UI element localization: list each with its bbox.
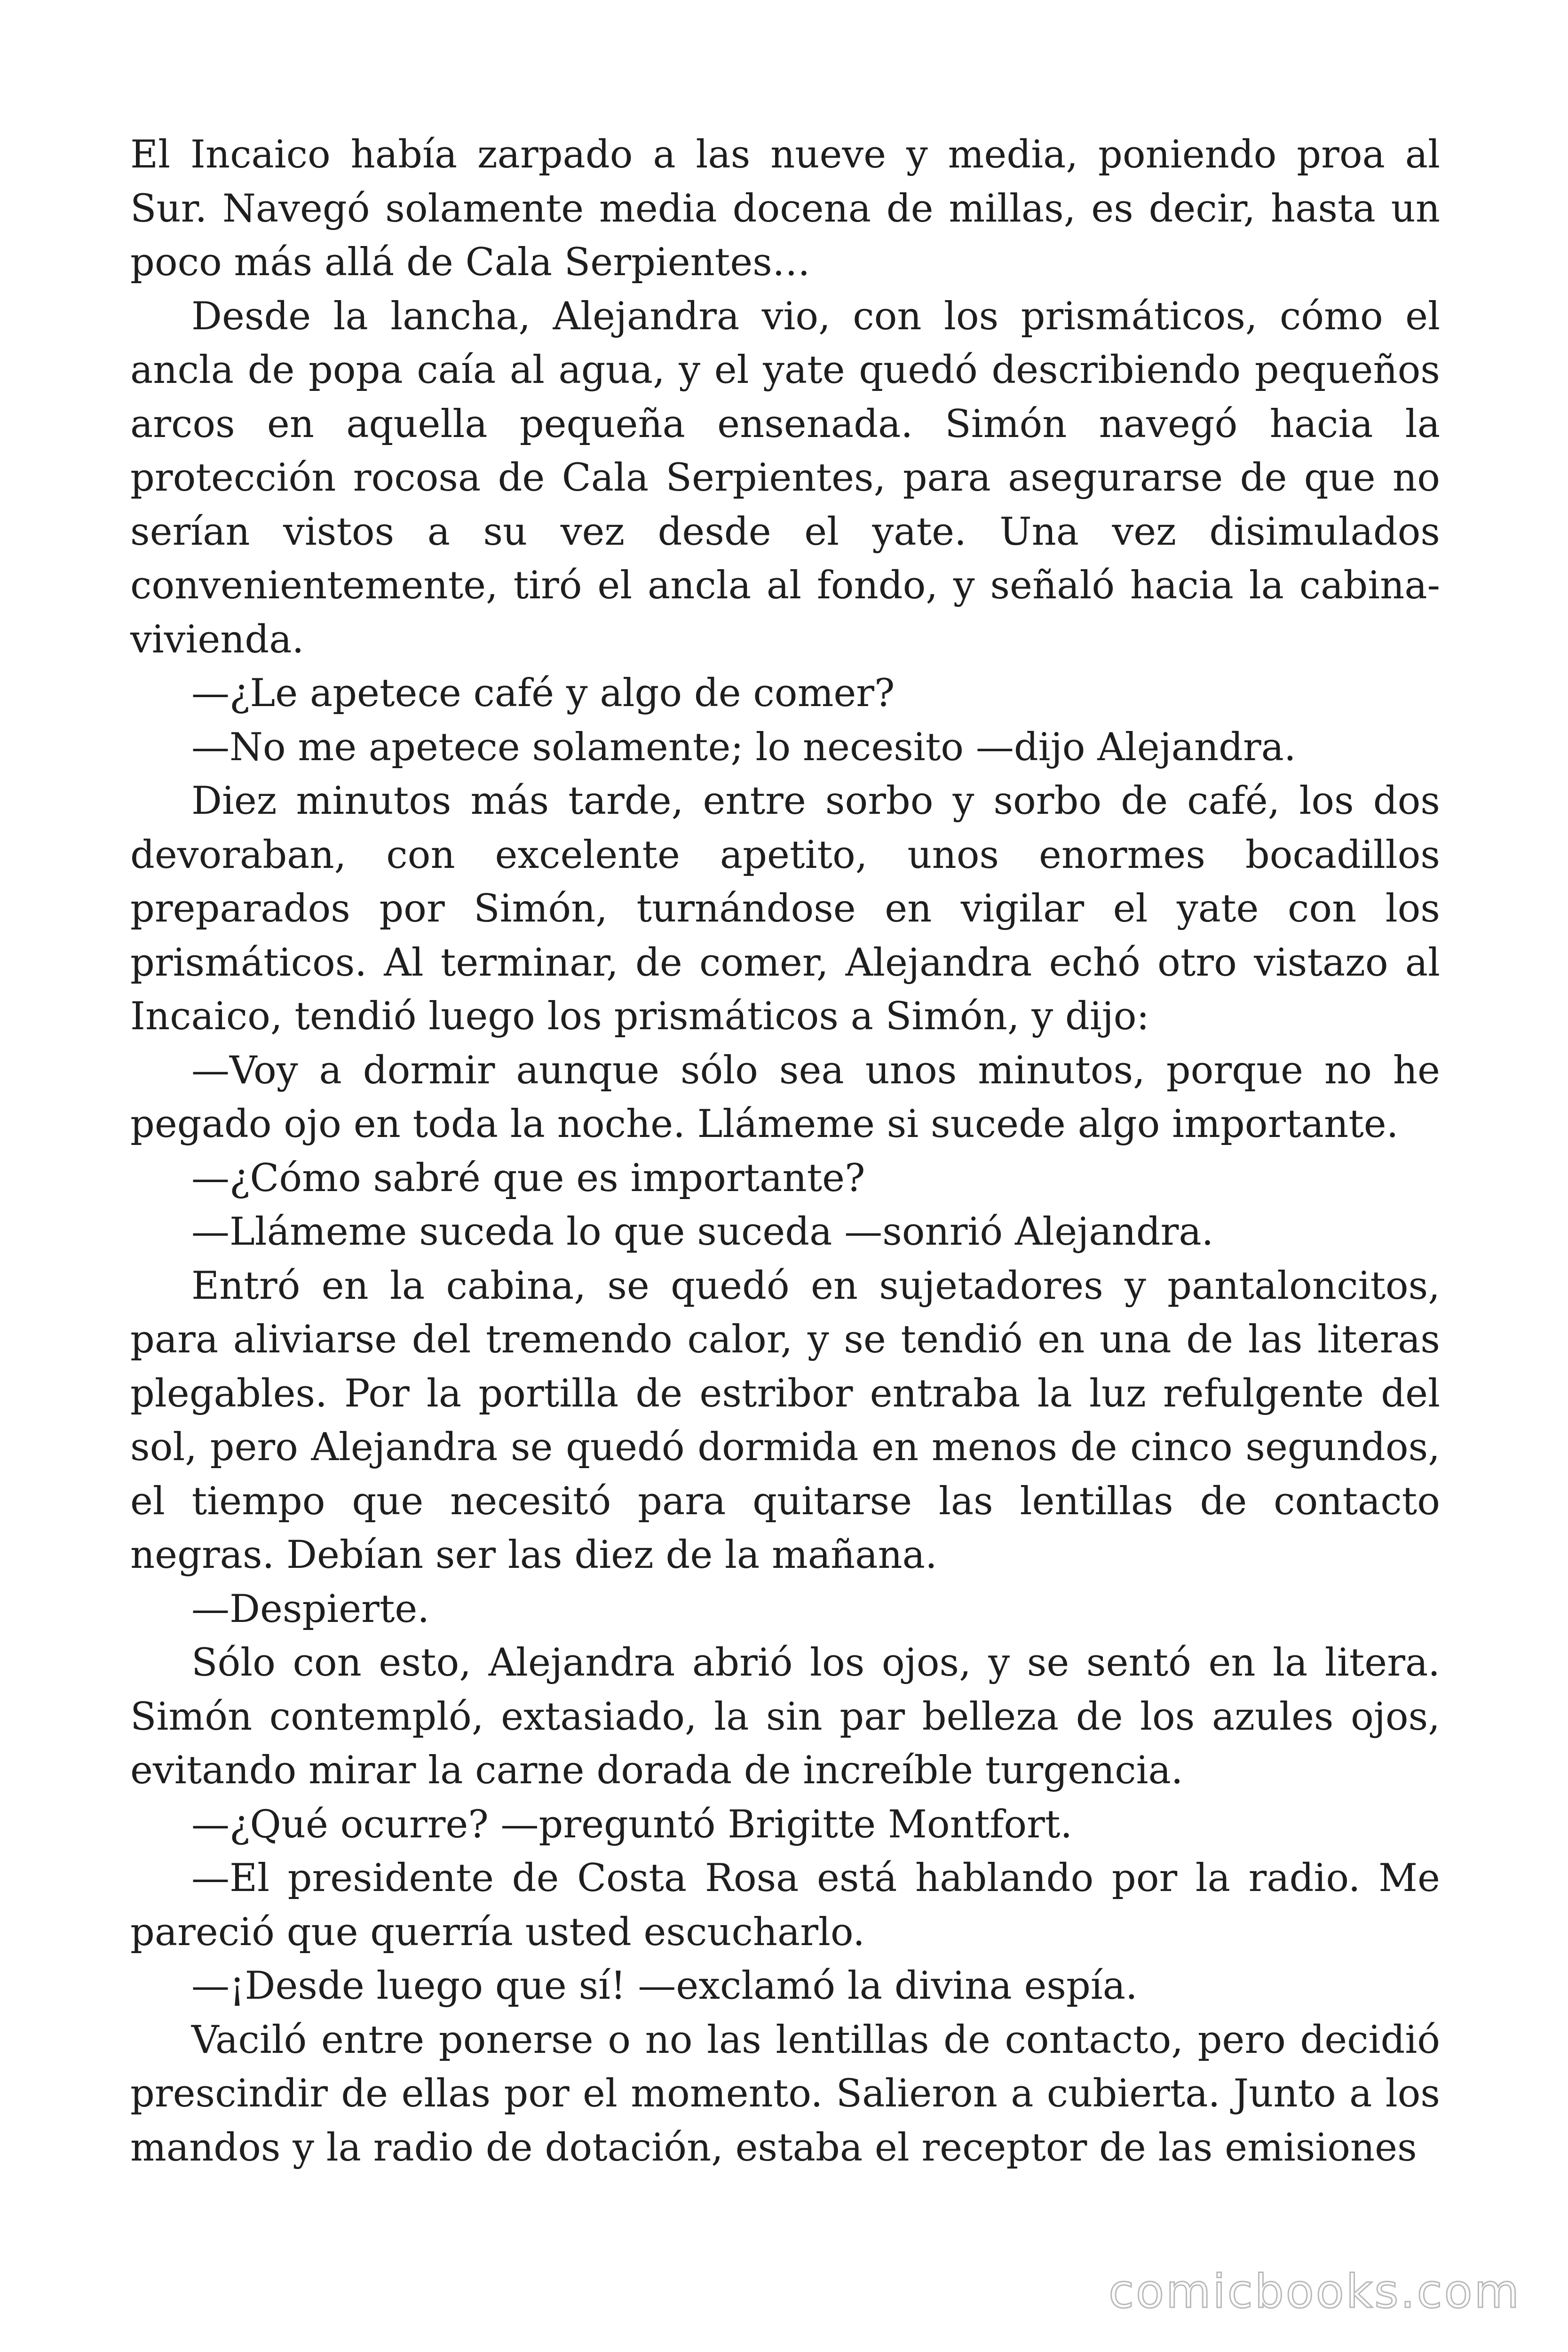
dialogue-line: —Despierte. [191, 1587, 430, 1631]
watermark: comicbooks.com [1109, 2265, 1521, 2319]
paragraph: Entró en la cabina, se quedó en sujetadores y pantaloncitos, para aliviarse del tremendo calor, y se tendió en una de las literas plegables. Por la portilla de estribor entraba la luz refulgente del sol, pero Alejandra se quedó dormida en menos de cinco segundos, el tiempo que necesitó para quitarse las lentillas de contacto negras. Debían ser las diez de la mañana. [130, 1263, 1440, 1577]
paragraph: Vaciló entre ponerse o no las lentillas de contacto, pero decidió prescindir de ellas por el momento. Salieron a cubierta. Junto a los mandos y la radio de dotación, estaba el receptor de las emisiones [130, 2018, 1440, 2170]
dialogue-line: —Voy a dormir aunque sólo sea unos minutos, porque no he pegado ojo en toda la noche. Llámeme si sucede algo importante. [130, 1048, 1440, 1146]
dialogue-line: —No me apetece solamente; lo necesito —dijo Alejandra. [191, 725, 1296, 770]
dialogue-line: —Llámeme suceda lo que suceda —sonrió Alejandra. [191, 1210, 1214, 1254]
paragraph: Desde la lancha, Alejandra vio, con los prismáticos, cómo el ancla de popa caía al agua, y el yate quedó describiendo pequeños arcos en aquella pequeña ensenada. Simón navegó hacia la protección rocosa de Cala Serpientes, para asegurarse de que no serían vistos a su vez desde el yate. Una vez disimulados convenientemente, tiró el ancla al fondo, y señaló hacia la cabina-vivienda. [130, 294, 1440, 662]
dialogue-line: —¿Le apetece café y algo de comer? [191, 671, 895, 715]
body-text [130, 128, 1440, 2175]
paragraph: Diez minutos más tarde, entre sorbo y sorbo de café, los dos devoraban, con excelente apetito, unos enormes bocadillos preparados por Simón, turnándose en vigilar el yate con los prismáticos. Al terminar, de comer, Alejandra echó otro vistazo al Incaico, tendió luego los prismáticos a Simón, y dijo: [130, 779, 1440, 1039]
dialogue-line: —¡Desde luego que sí! —exclamó la divina espía. [191, 1964, 1138, 2008]
paragraph: El Incaico había zarpado a las nueve y media, poniendo proa al Sur. Navegó solamente media docena de millas, es decir, hasta un poco más allá de Cala Serpientes… [130, 133, 1440, 285]
dialogue-line: —¿Cómo sabré que es importante? [191, 1156, 865, 1200]
dialogue-line: —El presidente de Costa Rosa está hablando por la radio. Me pareció que querría usted escucharlo. [130, 1856, 1440, 1955]
dialogue-line: —¿Qué ocurre? —preguntó Brigitte Montfort. [191, 1802, 1073, 1847]
paragraph: Sólo con esto, Alejandra abrió los ojos, y se sentó en la litera. Simón contempló, extasiado, la sin par belleza de los azules ojos, evitando mirar la carne dorada de increíble turgencia. [130, 1641, 1440, 1793]
